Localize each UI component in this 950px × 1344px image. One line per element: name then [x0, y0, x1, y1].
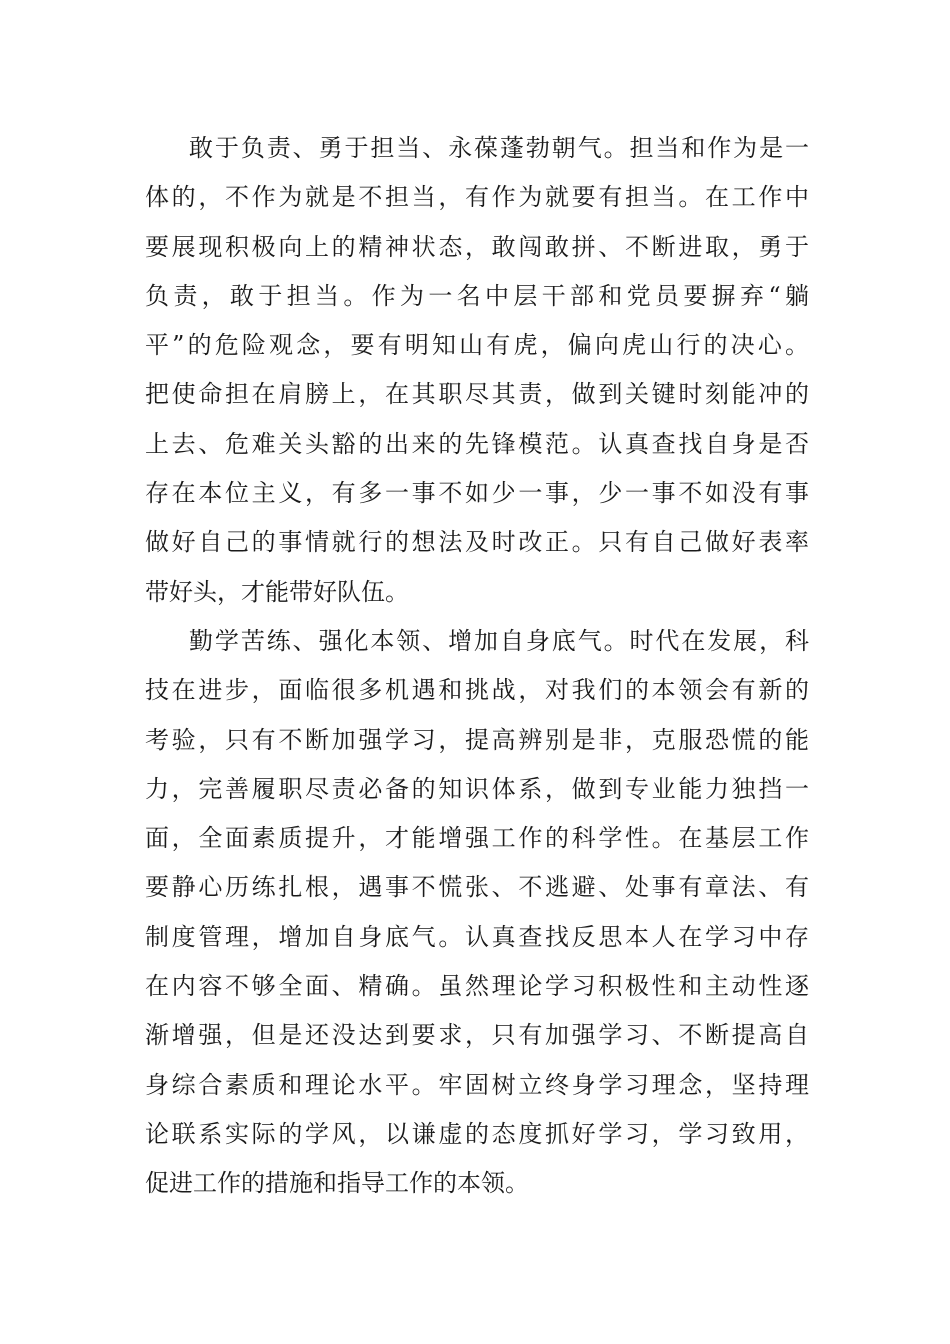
paragraph-line: 负责，敢于担当。作为一名中层干部和党员要摒弃“躺 [145, 281, 809, 310]
paragraph-line: 平”的危险观念，要有明知山有虎，偏向虎山行的决心。 [145, 331, 809, 360]
paragraph-line: 考验，只有不断加强学习，提高辨别是非，克服恐慌的能 [145, 725, 809, 754]
paragraph-line: 身综合素质和理论水平。牢固树立终身学习理念，坚持理 [145, 1070, 809, 1099]
paragraph-line: 制度管理，增加自身底气。认真查找反思本人在学习中存 [145, 922, 809, 951]
paragraph-line: 把使命担在肩膀上，在其职尽其责，做到关键时刻能冲的 [145, 380, 809, 409]
paragraph-2 [145, 617, 809, 1209]
paragraph-line: 渐增强，但是还没达到要求，只有加强学习、不断提高自 [145, 1021, 809, 1050]
paragraph-line: 体的，不作为就是不担当，有作为就要有担当。在工作中 [145, 183, 809, 212]
paragraph-line: 力，完善履职尽责必备的知识体系，做到专业能力独挡一 [145, 774, 809, 803]
paragraph-line: 存在本位主义，有多一事不如少一事，少一事不如没有事 [145, 479, 809, 508]
paragraph-line: 技在进步，面临很多机遇和挑战，对我们的本领会有新的 [145, 676, 809, 705]
paragraph-line: 面，全面素质提升，才能增强工作的科学性。在基层工作 [145, 824, 809, 853]
paragraph-line: 要静心历练扎根，遇事不慌张、不逃避、处事有章法、有 [145, 873, 809, 902]
paragraph-1 [145, 124, 809, 617]
paragraph-line: 带好头，才能带好队伍。 [145, 577, 409, 606]
document-body [145, 124, 809, 1209]
paragraph-line: 勤学苦练、强化本领、增加自身底气。时代在发展，科 [189, 626, 809, 655]
paragraph-line: 上去、危难关头豁的出来的先锋模范。认真查找自身是否 [145, 429, 809, 458]
paragraph-line: 论联系实际的学风，以谦虚的态度抓好学习，学习致用， [145, 1119, 809, 1148]
paragraph-line: 在内容不够全面、精确。虽然理论学习积极性和主动性逐 [145, 972, 809, 1001]
paragraph-line: 要展现积极向上的精神状态，敢闯敢拼、不断进取，勇于 [145, 232, 809, 261]
paragraph-line: 促进工作的措施和指导工作的本领。 [145, 1169, 529, 1198]
paragraph-line: 敢于负责、勇于担当、永葆蓬勃朝气。担当和作为是一 [189, 134, 809, 162]
paragraph-line: 做好自己的事情就行的想法及时改正。只有自己做好表率 [145, 528, 809, 557]
